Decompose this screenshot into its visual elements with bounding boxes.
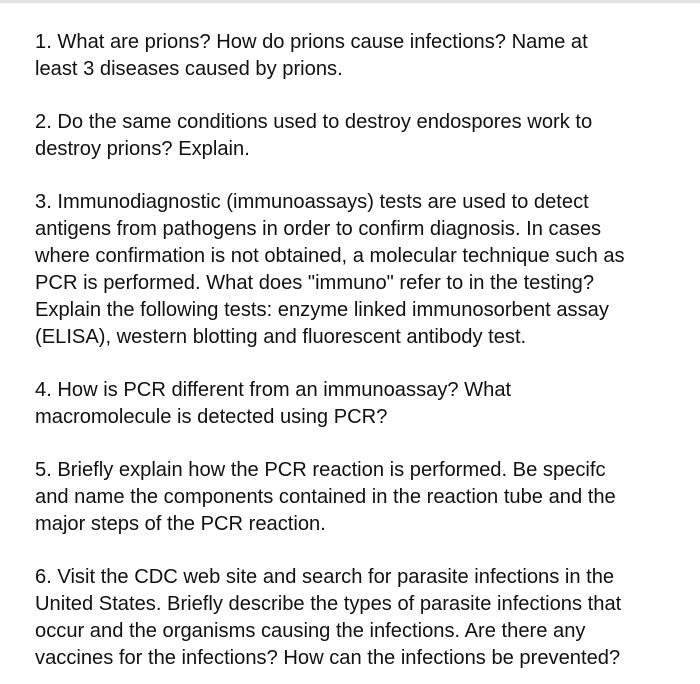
question-line: and name the components contained in the reaction tube and the (35, 486, 616, 508)
question-list (35, 29, 700, 672)
question-line: 4. How is PCR different from an immunoassay? What (35, 379, 512, 401)
question-line: PCR is performed. What does "immuno" refer to in the testing? (35, 272, 595, 294)
question-6 (35, 564, 700, 672)
question-line: 3. Immunodiagnostic (immunoassays) tests are used to detect (35, 191, 589, 213)
question-line: 6. Visit the CDC web site and search for parasite infections in the (35, 566, 615, 588)
question-line: United States. Briefly describe the types of parasite infections that (35, 593, 622, 615)
question-line: where confirmation is not obtained, a molecular technique such as (35, 245, 625, 267)
question-line: antigens from pathogens in order to confirm diagnosis. In cases (35, 218, 602, 240)
question-line: (ELISA), western blotting and fluorescent antibody test. (35, 326, 527, 348)
question-line: Explain the following tests: enzyme linked immunosorbent assay (35, 299, 609, 321)
top-divider (0, 0, 700, 3)
question-1 (35, 29, 700, 83)
question-line: least 3 diseases caused by prions. (35, 58, 343, 80)
question-2 (35, 109, 700, 163)
question-line: macromolecule is detected using PCR? (35, 406, 388, 428)
question-line: major steps of the PCR reaction. (35, 513, 326, 535)
question-5 (35, 457, 700, 538)
question-line: vaccines for the infections? How can the infections be prevented? (35, 647, 621, 669)
question-line: 2. Do the same conditions used to destroy endospores work to (35, 111, 593, 133)
question-3 (35, 189, 700, 351)
question-line: 1. What are prions? How do prions cause infections? Name at (35, 31, 588, 53)
question-line: destroy prions? Explain. (35, 138, 250, 160)
question-line: 5. Briefly explain how the PCR reaction is performed. Be specifc (35, 459, 606, 481)
question-line: occur and the organisms causing the infections. Are there any (35, 620, 586, 642)
question-4 (35, 377, 700, 431)
